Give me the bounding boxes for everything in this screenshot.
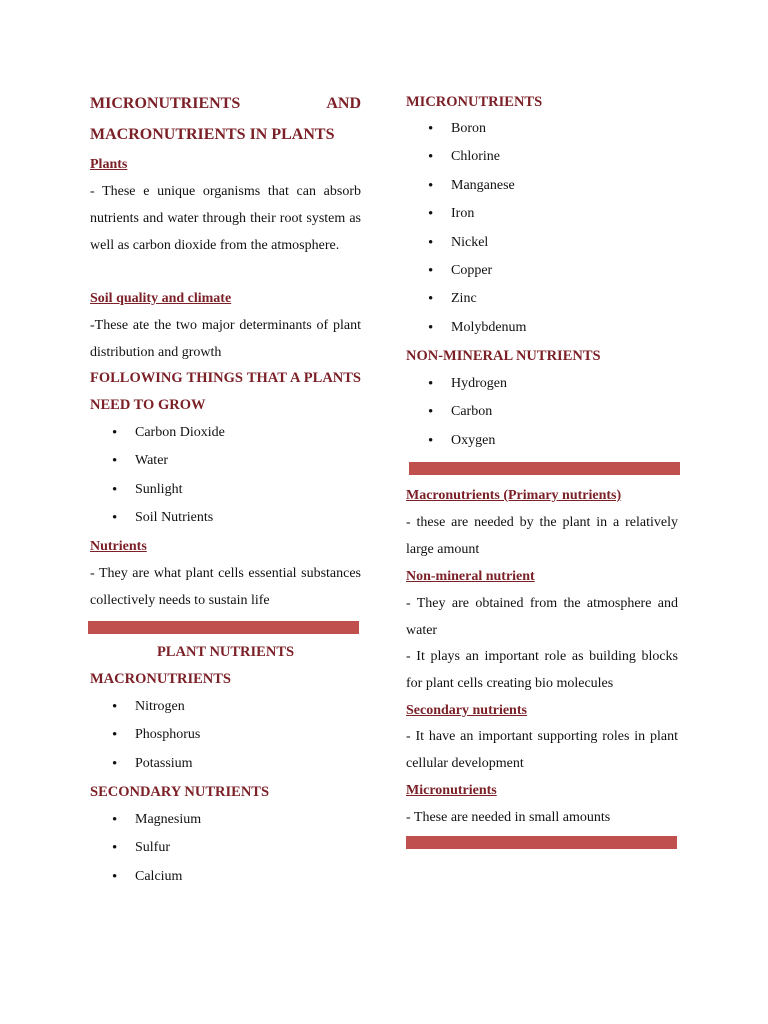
list-item: • Nickel [406,229,678,257]
list-item: • Manganese [406,172,678,200]
non-mineral-nutrient-heading: Non-mineral nutrient [406,569,535,584]
list-item: • Zinc [406,285,678,313]
section-divider [406,836,677,849]
non-mineral-paragraph-1: - They are obtained from the atmosphere and water [406,596,678,638]
non-mineral-nutrients-list [406,370,678,455]
section-divider [409,462,680,475]
micronutrients-heading: MICRONUTRIENTS [406,94,543,110]
plant-nutrients-heading: PLANT NUTRIENTS [156,644,295,660]
list-item: • Soil Nutrients [90,504,361,532]
list-item: • Carbon [406,398,678,426]
secondary-nutrients-subheading: Secondary nutrients [406,703,527,718]
non-mineral-paragraph-2: - It plays an important role as building blocks for plant cells creating bio molecules [406,649,678,691]
list-item: • Hydrogen [406,370,678,398]
list-item: • Water [90,447,361,475]
list-item: • Potassium [90,750,361,778]
list-item: • Boron [406,115,678,143]
primary-nutrients-heading: Macronutrients (Primary nutrients) [406,488,622,503]
list-item: • Sulfur [90,834,361,862]
micronutrients-list [406,115,678,342]
list-item: • Molybdenum [406,314,678,342]
secondary-nutrients-paragraph: - It have an important supporting roles in plant cellular development [406,729,678,771]
list-item: • Phosphorus [90,721,361,749]
list-item: • Copper [406,257,678,285]
soil-paragraph: -These ate the two major determinants of plant distribution and growth [90,318,361,360]
list-item: • Chlorine [406,143,678,171]
macronutrients-list [90,693,361,778]
micronutrients-subheading: Micronutrients [406,783,497,798]
list-item: • Carbon Dioxide [90,419,361,447]
nutrients-heading: Nutrients [90,539,147,554]
non-mineral-nutrients-heading: NON-MINERAL NUTRIENTS [406,348,601,364]
macronutrients-heading: MACRONUTRIENTS [90,671,231,687]
following-heading: FOLLOWING THINGS THAT A PLANTS NEED TO GROW [90,370,361,413]
soil-heading: Soil quality and climate [90,291,232,306]
primary-nutrients-paragraph: - these are needed by the plant in a relatively large amount [406,515,678,557]
plants-heading: Plants [90,157,128,172]
list-item: • Calcium [90,863,361,891]
document-title: MICRONUTRIENTS AND MACRONUTRIENTS IN PLANTS [90,95,361,143]
plants-paragraph: - These e unique organisms that can absorb nutrients and water through their root system as well as carbon dioxide from the atmosphere. [90,184,361,253]
nutrients-paragraph: - They are what plant cells essential substances collectively needs to sustain life [90,566,361,608]
secondary-nutrients-heading: SECONDARY NUTRIENTS [90,784,270,800]
list-item: • Sunlight [90,476,361,504]
micronutrients-paragraph: - These are needed in small amounts [406,810,611,825]
following-list [90,419,361,533]
list-item: • Nitrogen [90,693,361,721]
list-item: • Magnesium [90,806,361,834]
list-item: • Iron [406,200,678,228]
section-divider [88,621,359,634]
list-item: • Oxygen [406,427,678,455]
secondary-nutrients-list [90,806,361,891]
